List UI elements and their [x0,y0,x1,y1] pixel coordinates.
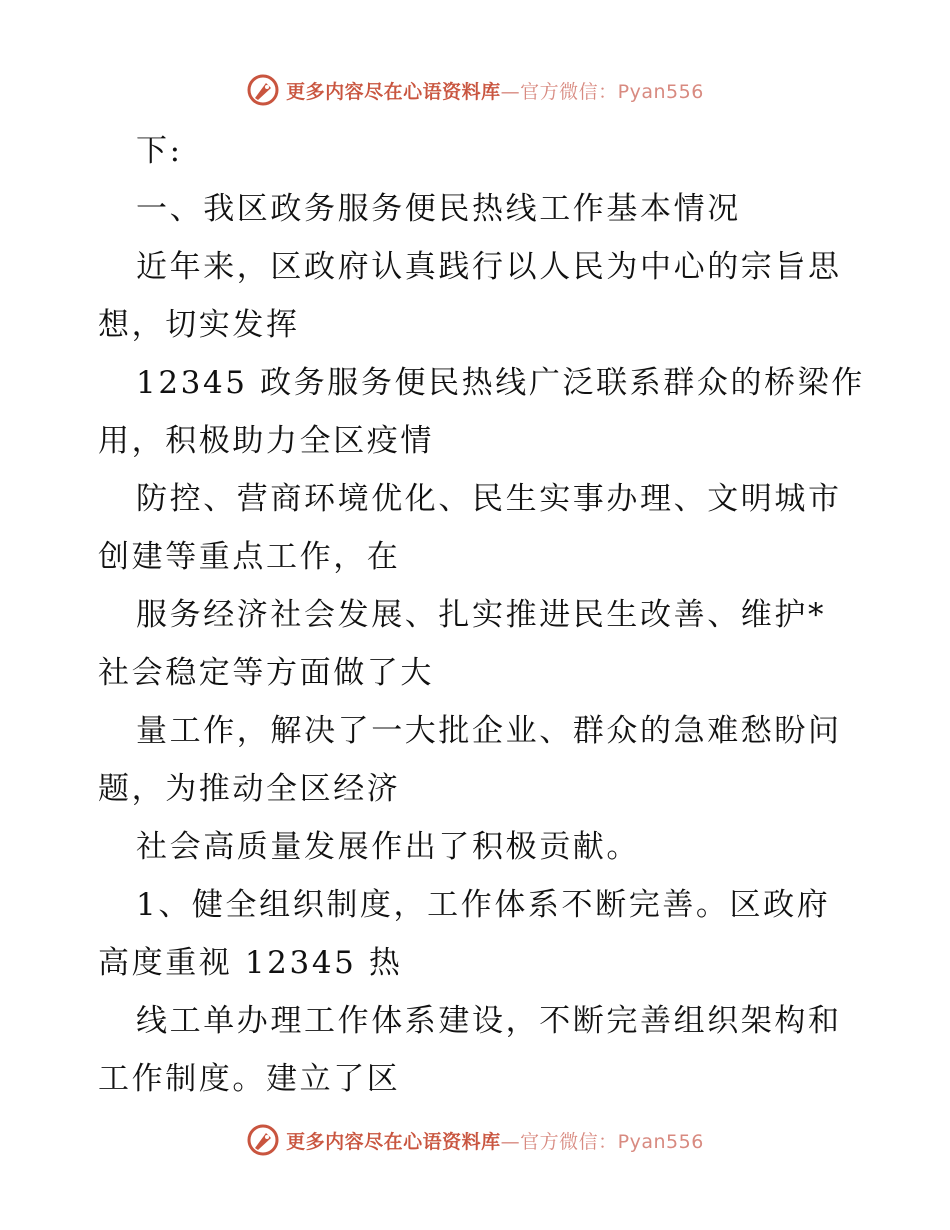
pen-nib-circle-icon [246,1123,280,1157]
text-line: 创建等重点工作，在 [98,539,401,575]
text-line: 社会高质量发展作出了积极贡献。 [136,829,640,865]
document-body [98,122,865,1108]
watermark-text: 更多内容尽在心语资料库—官方微信：Pyan556 [286,1130,704,1153]
text-line: 12345 政务服务便民热线广泛联系群众的桥梁作 [136,365,865,401]
text-line: 工作制度。建立了区 [98,1061,401,1097]
pen-nib-circle-icon [246,73,280,107]
text-line: 社会稳定等方面做了大 [98,655,434,691]
section-heading: 一、我区政务服务便民热线工作基本情况 [136,191,741,227]
watermark-text: 更多内容尽在心语资料库—官方微信：Pyan556 [286,80,704,103]
text-line: 下: [136,133,183,169]
text-line: 1、健全组织制度，工作体系不断完善。区政府 [136,887,831,923]
footer-watermark [0,1120,950,1160]
text-line: 线工单办理工作体系建设，不断完善组织架构和 [136,1003,842,1039]
text-line: 近年来，区政府认真践行以人民为中心的宗旨思 [136,249,842,285]
text-line: 量工作，解决了一大批企业、群众的急难愁盼问 [136,713,842,749]
text-line: 防控、营商环境优化、民生实事办理、文明城市 [136,481,842,517]
text-line: 题，为推动全区经济 [98,771,401,807]
text-line: 想，切实发挥 [98,307,300,343]
text-line: 服务经济社会发展、扎实推进民生改善、维护* [136,597,827,633]
header-watermark [0,70,950,110]
text-line: 高度重视 12345 热 [98,945,403,981]
text-line: 用，积极助力全区疫情 [98,423,434,459]
